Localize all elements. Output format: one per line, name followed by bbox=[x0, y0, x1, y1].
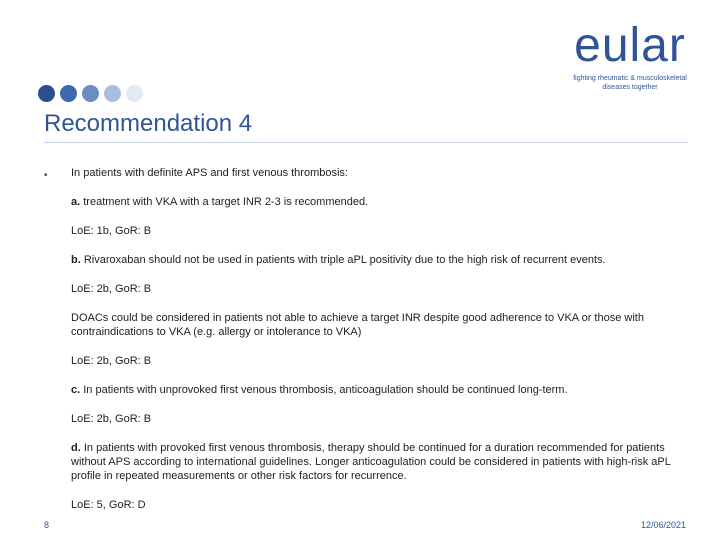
dot-4 bbox=[104, 85, 121, 102]
page-number: 8 bbox=[44, 520, 50, 530]
item-text: treatment with VKA with a target INR 2-3 is recommended. bbox=[80, 196, 369, 208]
recommendation-d bbox=[71, 441, 691, 483]
item-text: In patients with unprovoked first venous thrombosis, anticoagulation should be continued long-term. bbox=[80, 384, 568, 396]
bullet-marker: • bbox=[44, 170, 48, 181]
dot-1 bbox=[38, 85, 55, 102]
item-marker: c. bbox=[71, 384, 81, 396]
item-text: DOACs could be considered in patients not able to achieve a target INR despite good adherence to VKA or those with contraindications to VKA (e.g. allergy or intolerance to VKA) bbox=[71, 312, 644, 338]
item-text: Rivaroxaban should not be used in patients with triple aPL positivity due to the high risk of recurrent events. bbox=[80, 254, 606, 266]
logo-tagline-line1: fighting rheumatic & musculoskeletal bbox=[573, 75, 687, 82]
eular-logo bbox=[564, 19, 696, 92]
item-text: LoE: 1b, GoR: B bbox=[71, 225, 152, 237]
evidence-doacs bbox=[71, 354, 691, 368]
dot-2 bbox=[60, 85, 77, 102]
logo-wordmark: eular bbox=[574, 19, 686, 72]
dot-5 bbox=[126, 85, 143, 102]
item-text: LoE: 5, GoR: D bbox=[71, 499, 146, 511]
slide-title: Recommendation 4 bbox=[44, 110, 253, 137]
item-text: LoE: 2b, GoR: B bbox=[71, 283, 152, 295]
logo-tagline-line2: diseases together bbox=[602, 84, 658, 91]
slide-content bbox=[71, 166, 691, 527]
logo-tagline bbox=[564, 74, 696, 92]
doacs-note bbox=[71, 311, 691, 339]
recommendation-b bbox=[71, 253, 691, 267]
recommendation-a bbox=[71, 195, 691, 209]
decorative-dots bbox=[38, 85, 143, 102]
item-text: LoE: 2b, GoR: B bbox=[71, 355, 152, 367]
dot-3 bbox=[82, 85, 99, 102]
intro-text: In patients with definite APS and first venous thrombosis: bbox=[71, 167, 348, 179]
item-text: In patients with provoked first venous thrombosis, therapy should be continued for a duration recommended for patients without APS according to international guidelines. Longer anticoagulation could be considered in patients with high-risk aPL profile in repeated measurements or other risk factors for recurrence. bbox=[71, 442, 671, 482]
slide-date: 12/06/2021 bbox=[640, 520, 686, 530]
evidence-d bbox=[71, 498, 691, 512]
evidence-c bbox=[71, 412, 691, 426]
recommendation-c bbox=[71, 383, 691, 397]
item-marker: a. bbox=[71, 196, 81, 208]
evidence-b bbox=[71, 282, 691, 296]
item-marker: b. bbox=[71, 254, 81, 266]
item-text: LoE: 2b, GoR: B bbox=[71, 413, 152, 425]
title-divider bbox=[44, 142, 688, 143]
evidence-a bbox=[71, 224, 691, 238]
item-marker: d. bbox=[71, 442, 81, 454]
